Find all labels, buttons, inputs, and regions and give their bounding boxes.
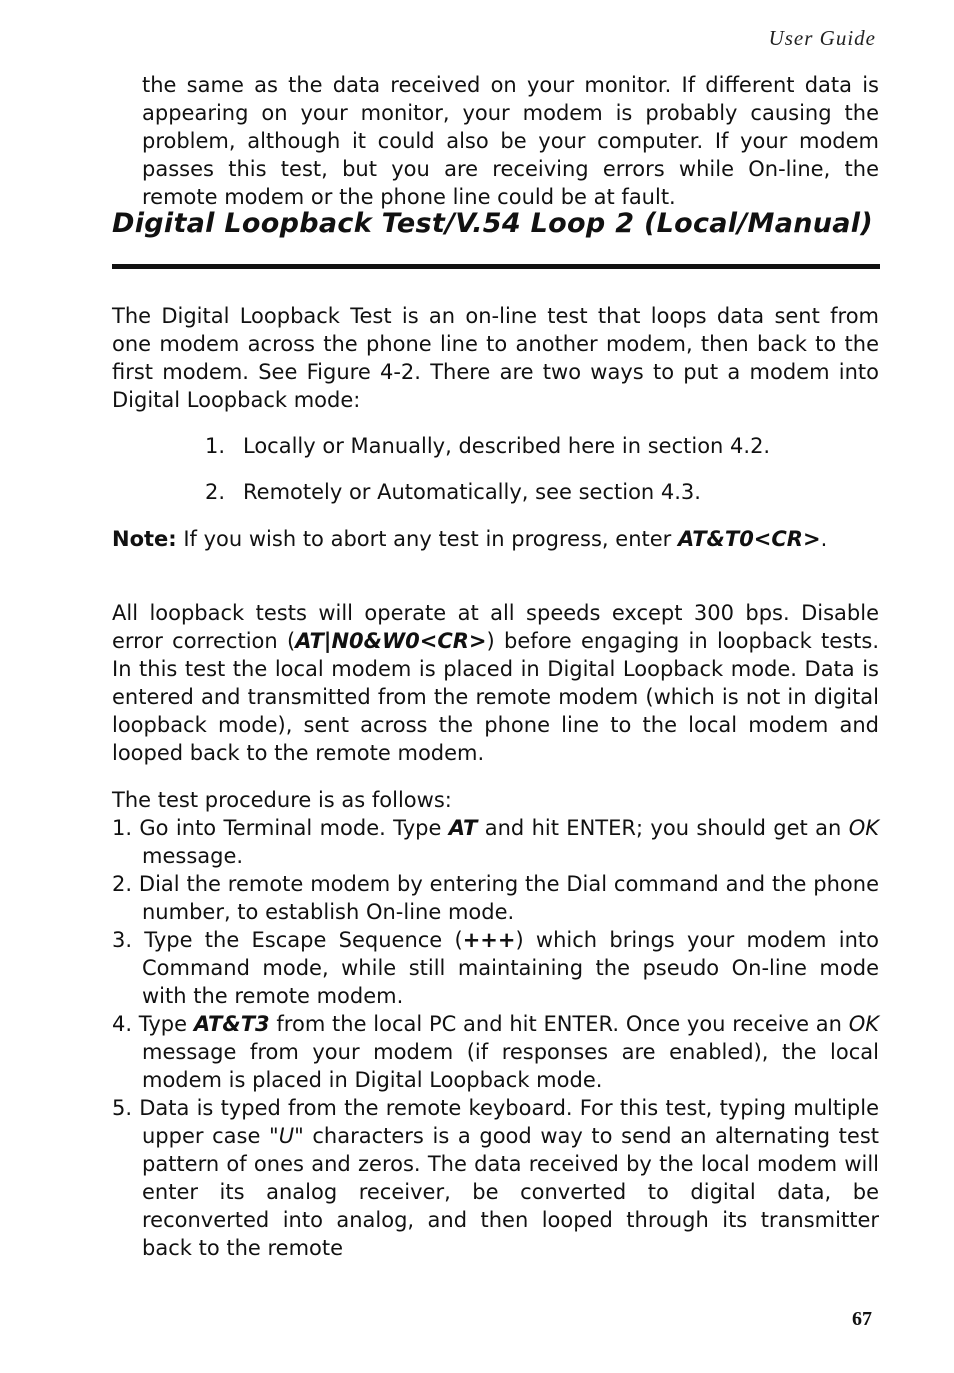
step-text: from the local PC and hit ENTER. Once you receive an [269,1012,849,1036]
step-text: message from your modem (if responses are enabled), the local modem is placed in Digital Loopback mode. [142,1040,879,1092]
step-text: 2. Dial the remote modem by entering the Dial command and the phone number, to establish On-line mode. [112,872,879,924]
heading-rule [112,264,880,269]
note-label: Note: [112,527,177,551]
page-number: 67 [852,1308,872,1330]
step-5 [112,1094,879,1262]
paragraph-text: ) before engaging in loopback tests. In this test the local modem is placed in Digital Loopback mode. Data is entered and transmitted from the remote modem (which is not in digital loopback mode), sent across the phone line to the local modem and looped back to the remote modem. [112,629,880,765]
section-heading: Digital Loopback Test/V.54 Loop 2 (Local/Manual) [112,208,873,239]
ok-response: OK [848,816,879,840]
step-text: 5. Data is typed from the remote keyboard. For this test, typing multiple upper case [112,1096,879,1148]
paragraph-loopback [112,599,879,767]
step-4 [112,1010,879,1094]
note-command: AT&T0<CR> [677,527,821,551]
running-header: User Guide [768,26,876,50]
mode-item-1 [205,432,770,460]
mode-item-text: Remotely or Automatically, see section 4.3. [243,480,701,504]
error-correction-command: AT|N0&W0<CR> [295,629,487,653]
note-text: If you wish to abort any test in progress, enter [176,527,678,551]
ok-response: OK [848,1012,880,1036]
step-text: 4. Type [112,1012,194,1036]
intro-continuation: the same as the data received on your monitor. If different data is appearing on your monitor, your modem is probably causing the problem, although it could also be your computer. If your modem passes this test, but you are receiving errors while On-line, the remote modem or the phone line could be at fault. [142,73,879,209]
mode-item-number: 2. [205,480,226,504]
step-3 [112,926,879,1010]
u-character: "U" [269,1124,304,1148]
step-text: ) which brings your modem into Command mode, while still maintaining the pseudo On-line mode with the remote modem. [142,928,879,1008]
procedure-intro: The test procedure is as follows: [112,788,452,812]
step-command: +++ [462,928,516,952]
step-1 [112,814,879,870]
step-text: message. [142,844,244,868]
note-paragraph [112,525,879,553]
step-2 [112,870,879,926]
mode-item-text: Locally or Manually, described here in section 4.2. [243,434,771,458]
mode-item-2 [205,478,701,506]
step-text: 1. Go into Terminal mode. Type [112,816,449,840]
step-text: and hit ENTER; you should get an [477,816,849,840]
mode-item-number: 1. [205,434,226,458]
step-command: AT [448,816,478,840]
note-end: . [820,527,828,551]
step-text: characters is a good way to send an alternating test pattern of ones and zeros. The data received by the local modem will enter its analog receiver, be converted to digital data, be reconverted into analog, and then looped through its transmitter back to the remote [142,1124,880,1260]
paragraph-text: All loopback tests will operate at all speeds except 300 bps. Disable error correction ( [112,601,879,653]
step-command: AT&T3 [193,1012,270,1036]
paragraph-intro: The Digital Loopback Test is an on-line test that loops data sent from one modem across the phone line to another modem, then back to the first modem. See Figure 4-2. There are two ways to put a modem into Digital Loopback mode: [112,304,879,412]
step-text: 3. Type the Escape Sequence ( [112,928,463,952]
